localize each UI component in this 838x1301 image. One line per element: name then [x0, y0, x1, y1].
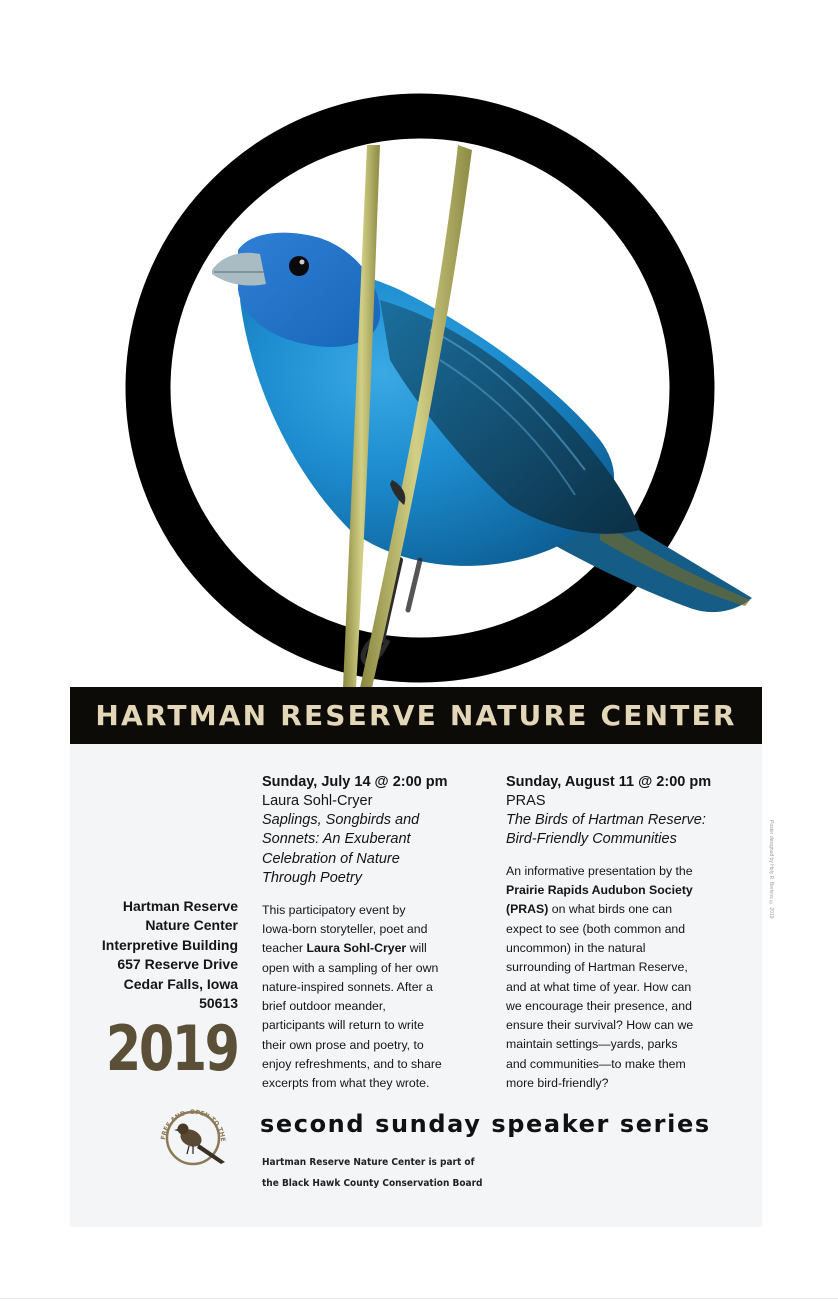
event-july [262, 773, 474, 1094]
desc-line: Iowa-born storyteller, poet and [262, 921, 428, 936]
desc-line: excerpts from what they wrote. [262, 1076, 430, 1091]
event-description [506, 862, 738, 1094]
speaker-name: Laura Sohl-Cryer [306, 941, 407, 956]
desc-line: enjoy refreshments, and to share [262, 1057, 442, 1071]
desc-line: open with a sampling of her own [262, 960, 439, 975]
event-title [262, 811, 474, 889]
designer-credit: Poster designed by Holy R. Berkins © 2019 [768, 820, 774, 919]
event-title-line: Bird-Friendly Communities [506, 831, 677, 848]
banner-title: HARTMAN RESERVE NATURE CENTER [95, 699, 737, 732]
desc-line: more bird-friendly? [506, 1076, 609, 1091]
title-banner [70, 687, 762, 744]
event-august [506, 773, 738, 1093]
desc-line: nature-inspired sonnets. After a [262, 979, 433, 994]
venue-line: 50613 [199, 995, 238, 1012]
desc-line: expect to see (both common and [506, 921, 686, 936]
desc-line: teacher Laura Sohl-Cryer will [262, 941, 427, 956]
desc-line: This participatory event by [262, 902, 406, 917]
footnote-line: Hartman Reserve Nature Center is part of [262, 1157, 475, 1168]
series-title: second sunday speaker series [260, 1110, 711, 1138]
event-title-line: Sonnets: An Exuberant [262, 831, 411, 848]
desc-line: An informative presentation by the [506, 863, 693, 878]
event-title-line: Celebration of Nature [262, 850, 400, 867]
bird-eye [289, 256, 309, 276]
page-edge [0, 1298, 838, 1299]
badge-arc-text: FREE AND OPEN TO THE [160, 1108, 227, 1142]
event-description [262, 901, 474, 1094]
desc-line [506, 881, 738, 900]
venue-line: Cedar Falls, Iowa [123, 975, 238, 992]
venue-line: Nature Center [145, 917, 238, 934]
event-speaker: Laura Sohl-Cryer [262, 793, 373, 809]
event-title-line: The Birds of Hartman Reserve: [506, 812, 706, 828]
desc-line: we encourage their presence, and [506, 998, 692, 1013]
event-title-line: Through Poetry [262, 870, 362, 887]
bird-beak [212, 253, 266, 286]
event-date: Sunday, August 11 @ 2:00 pm [506, 774, 712, 790]
venue-line: Interpretive Building [101, 936, 238, 953]
year-label: 2019 [106, 1012, 238, 1085]
event-speaker: PRAS [506, 793, 546, 809]
desc-line: brief outdoor meander, [262, 999, 386, 1014]
footnote-line: the Black Hawk County Conservation Board [262, 1178, 483, 1189]
desc-line: their own prose and poetry, to [262, 1037, 424, 1052]
desc-line: and communities—to make them [506, 1056, 686, 1071]
event-title-line: Saplings, Songbirds and [262, 812, 420, 828]
desc-line: uncommon) in the natural [506, 941, 646, 955]
desc-line: maintain settings—yards, parks [506, 1037, 678, 1052]
footnote [262, 1152, 496, 1194]
venue-address [80, 897, 238, 1013]
desc-line: participants will return to write [262, 1018, 424, 1033]
desc-line: surrounding of Hartman Reserve, [506, 960, 688, 975]
badge-svg [153, 1100, 231, 1170]
free-and-open-badge [153, 1100, 231, 1170]
org-abbrev: (PRAS) [506, 902, 549, 917]
event-title [506, 811, 738, 850]
venue-line: Hartman Reserve [122, 898, 238, 914]
org-name: Prairie Rapids Audubon Society [506, 883, 693, 898]
venue-line: 657 Reserve Drive [117, 956, 238, 973]
desc-line: ensure their survival? How can we [506, 1018, 694, 1033]
desc-line: and at what time of year. How can [506, 979, 692, 994]
desc-line: (PRAS) on what birds one can [506, 902, 673, 917]
event-date: Sunday, July 14 @ 2:00 pm [262, 774, 448, 790]
